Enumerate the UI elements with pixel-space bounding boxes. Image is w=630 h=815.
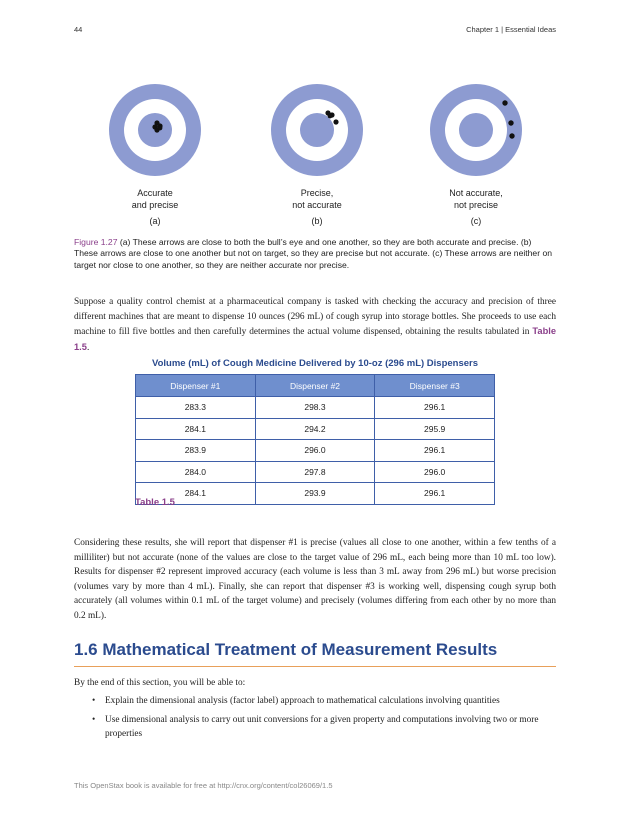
column-header: Dispenser #3 bbox=[375, 375, 495, 397]
table-cell: 296.0 bbox=[255, 440, 375, 462]
target-c-letter: (c) bbox=[470, 216, 482, 226]
table-cell: 296.0 bbox=[375, 461, 495, 483]
table-caption: Table 1.5 bbox=[135, 497, 175, 508]
list-item bbox=[74, 713, 556, 742]
target-a-letter: (a) bbox=[149, 216, 161, 226]
caption-line: Precise, bbox=[300, 188, 334, 198]
table-cell: 296.1 bbox=[375, 397, 495, 419]
intro-paragraph bbox=[74, 295, 556, 355]
objective-text: Explain the dimensional analysis (factor label) approach to mathematical calculations involving quantities bbox=[105, 696, 500, 706]
target-a-image bbox=[109, 84, 201, 176]
table-cell: 295.9 bbox=[375, 418, 495, 440]
figure-caption bbox=[74, 237, 556, 271]
column-header: Dispenser #2 bbox=[255, 375, 375, 397]
table-cell: 284.0 bbox=[136, 461, 256, 483]
table-cell: 294.2 bbox=[255, 418, 375, 440]
intro-text: Suppose a quality control chemist at a pharmaceutical company is tasked with checking the accuracy and precision of three different machines that are meant to dispense 10 ounces (296 mL) of cough syrup into storage bottles. She proceeds to use each machine to fill five bottles and then carefully determines the actual volume dispensed, obtaining the results tabulated in bbox=[74, 297, 556, 337]
bullet-icon: • bbox=[92, 696, 96, 706]
caption-line: and precise bbox=[131, 199, 179, 210]
table-cell: 297.8 bbox=[255, 461, 375, 483]
table-cell: 283.3 bbox=[136, 397, 256, 419]
dispenser-table bbox=[135, 374, 495, 505]
list-item bbox=[74, 694, 556, 709]
caption-line: not accurate bbox=[292, 199, 342, 210]
results-paragraph: Considering these results, she will report that dispenser #1 is precise (values all close to one another, within a few tenths of a milliliter) but not accurate (none of the values are close to the target value of 296 mL, each being more than 10 mL too low). Results for dispenser #2 represent improved accuracy (each volume is less than 3 mL away from 296 mL) but worse precision (volumes vary by more than 4 mL). Finally, she can report that dispenser #3 is working well, dispensing cough syrup both accurately (all volumes within 0.1 mL of the target volume) and precisely (volumes differing from each other by no more than 0.2 mL). bbox=[74, 538, 556, 621]
table-cell: 296.1 bbox=[375, 483, 495, 505]
intro-end: . bbox=[86, 342, 90, 353]
table-cell: 298.3 bbox=[255, 397, 375, 419]
caption-line: Not accurate, bbox=[449, 188, 503, 198]
table-cell: 284.1 bbox=[136, 483, 256, 505]
section-title: 1.6 Mathematical Treatment of Measurement Results bbox=[74, 640, 498, 659]
table-row bbox=[136, 418, 495, 440]
table-cell: 283.9 bbox=[136, 440, 256, 462]
table-header-row bbox=[136, 375, 495, 397]
target-c-caption bbox=[396, 188, 556, 211]
table-reference-link[interactable]: Table 1.5 bbox=[74, 326, 556, 352]
target-a-caption bbox=[75, 188, 235, 211]
bullet-icon: • bbox=[92, 714, 96, 725]
footer-text: This OpenStax book is available for free at http://cnx.org/content/col26069/1.5 bbox=[74, 781, 333, 790]
table-row bbox=[136, 483, 495, 505]
section-divider bbox=[74, 666, 556, 667]
objective-text: Use dimensional analysis to carry out unit conversions for a given property and computations involving two or more properties bbox=[105, 714, 539, 739]
page-number: 44 bbox=[74, 25, 83, 34]
target-b-image bbox=[271, 84, 363, 176]
table-cell: 293.9 bbox=[255, 483, 375, 505]
figure-caption-text: (a) These arrows are close to both the bull’s eye and one another, so they are both accurate and precise. (b) These arrows are close to one another but not on target, so they are precise but not accurate. (c) These arrows are neither on target nor close to one another, so they are neither accurate nor precise. bbox=[74, 237, 553, 270]
caption-line: Accurate bbox=[137, 188, 173, 198]
table-cell: 296.1 bbox=[375, 440, 495, 462]
chapter-title: Chapter 1 | Essential Ideas bbox=[466, 25, 556, 34]
target-b-letter: (b) bbox=[311, 216, 323, 226]
caption-line: not precise bbox=[453, 199, 499, 210]
figure-label: Figure 1.27 bbox=[74, 237, 118, 247]
target-b-caption bbox=[237, 188, 397, 211]
table-row bbox=[136, 461, 495, 483]
target-c-image bbox=[430, 84, 522, 176]
table-cell: 284.1 bbox=[136, 418, 256, 440]
section-intro: By the end of this section, you will be able to: bbox=[74, 678, 246, 688]
table-title: Volume (mL) of Cough Medicine Delivered by 10-oz (296 mL) Dispensers bbox=[151, 358, 479, 369]
column-header: Dispenser #1 bbox=[136, 375, 256, 397]
table-row bbox=[136, 397, 495, 419]
learning-objectives-list bbox=[74, 694, 556, 746]
table-row bbox=[136, 440, 495, 462]
